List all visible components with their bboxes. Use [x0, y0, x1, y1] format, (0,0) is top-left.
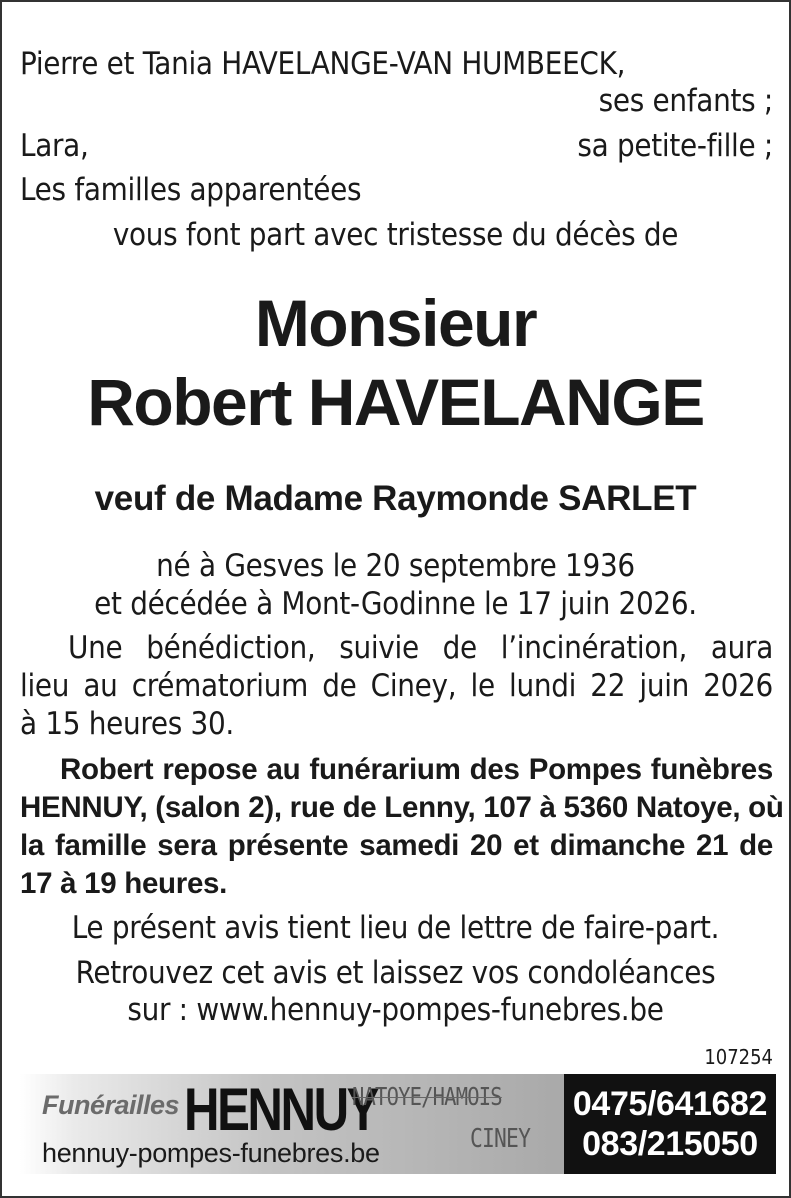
granddaughter-role: sa petite-fille ; — [577, 128, 773, 164]
funeral-home-logo — [20, 1074, 564, 1174]
phone-panel — [564, 1074, 776, 1174]
visitation-line-3: la famille sera présente samedi 20 et dimanche 21 de — [20, 829, 773, 862]
funeral-home-banner — [20, 1074, 776, 1174]
towns-bottom: CINEY — [470, 1124, 531, 1154]
related-families: Les familles apparentées — [20, 172, 362, 208]
phone-landline: 083/215050 — [582, 1125, 758, 1163]
notice-line: Le présent avis tient lieu de lettre de faire-part. — [71, 910, 720, 946]
footer-website: hennuy-pompes-funebres.be — [42, 1138, 380, 1168]
ceremony-line-2: lieu au crématorium de Ciney, le lundi 22 juin 2026 — [20, 668, 773, 704]
reference-number: 107254 — [704, 1045, 773, 1069]
birth-line: né à Gesves le 20 septembre 1936 — [156, 548, 635, 584]
deceased-name: Robert HAVELANGE — [87, 365, 704, 439]
visitation-line-1: Robert repose au funérarium des Pompes funèbres — [60, 753, 773, 786]
announcement-line: vous font part avec tristesse du décès de — [112, 217, 679, 253]
death-line: et décédée à Mont-Godinne le 17 juin 2026. — [94, 586, 697, 622]
condolences-line-2: sur : www.hennuy-pompes-funebres.be — [127, 992, 664, 1028]
phone-mobile: 0475/641682 — [572, 1085, 768, 1123]
towns-top: NATOYE/HAMOIS — [352, 1082, 502, 1111]
condolences-line-1: Retrouvez cet avis et laissez vos condoléances — [75, 955, 716, 991]
visitation-line-4: 17 à 19 heures. — [20, 867, 228, 900]
widow-of: veuf de Madame Raymonde SARLET — [94, 479, 697, 518]
granddaughter-name: Lara, — [20, 128, 89, 164]
visitation-line-2: HENNUY, (salon 2), rue de Lenny, 107 à 5360 Natoye, où — [20, 791, 784, 824]
children-role: ses enfants ; — [598, 83, 773, 119]
funerailles-label: Funérailles — [42, 1090, 180, 1120]
deceased-title: Monsieur — [254, 286, 537, 360]
ceremony-line-3: à 15 heures 30. — [20, 706, 234, 742]
brand-name: HENNUY — [184, 1076, 377, 1143]
children-names: Pierre et Tania HAVELANGE-VAN HUMBEECK, — [20, 46, 626, 82]
ceremony-line-1: Une bénédiction, suivie de l’incinération, aura — [68, 630, 773, 666]
